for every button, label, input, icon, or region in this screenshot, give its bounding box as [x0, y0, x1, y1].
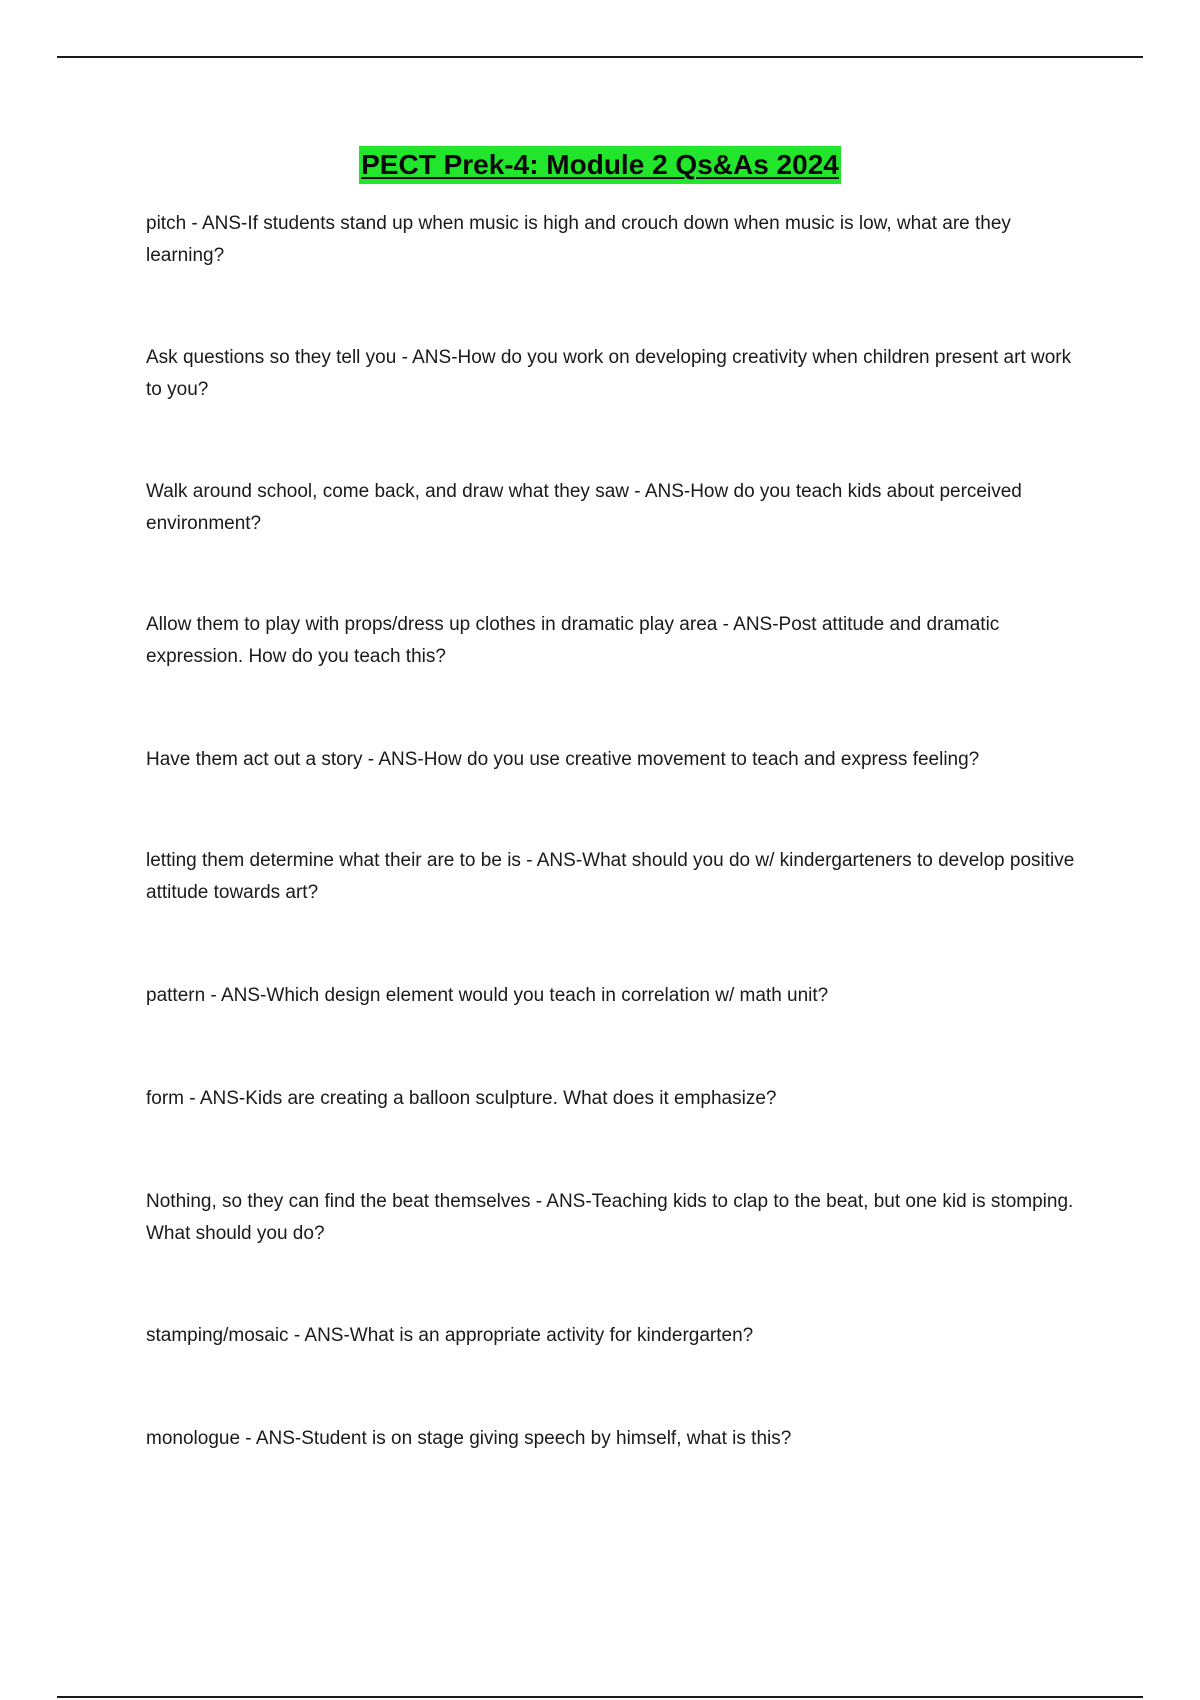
qa-entry-5: Have them act out a story - ANS-How do you use creative movement to teach and express feeling?: [146, 749, 980, 770]
document-title: PECT Prek-4: Module 2 Qs&As 2024: [359, 146, 841, 184]
footer-rule: [57, 1696, 1143, 1698]
qa-entry-3: Walk around school, come back, and draw what they saw - ANS-How do you teach kids about perceived environment?: [146, 481, 1022, 534]
qa-entry-7: pattern - ANS-Which design element would you teach in correlation w/ math unit?: [146, 985, 829, 1006]
qa-entry-6: letting them determine what their are to be is - ANS-What should you do w/ kindergarteners to develop positive attitude towards art?: [146, 850, 1075, 903]
title-container: [0, 146, 1200, 184]
qa-entry-8: form - ANS-Kids are creating a balloon sculpture. What does it emphasize?: [146, 1088, 777, 1109]
qa-entry-4: Allow them to play with props/dress up clothes in dramatic play area - ANS-Post attitude and dramatic expression. How do you teach this?: [146, 614, 1000, 667]
qa-entry-2: Ask questions so they tell you - ANS-How do you work on developing creativity when children present art work to you?: [146, 347, 1072, 400]
qa-entry-10: stamping/mosaic - ANS-What is an appropriate activity for kindergarten?: [146, 1325, 754, 1346]
qa-entry-1: pitch - ANS-If students stand up when music is high and crouch down when music is low, what are they learning?: [146, 213, 1011, 266]
header-rule: [57, 56, 1143, 58]
qa-entry-9: Nothing, so they can find the beat themselves - ANS-Teaching kids to clap to the beat, but one kid is stomping. What should you do?: [146, 1191, 1074, 1244]
qa-entry-11: monologue - ANS-Student is on stage giving speech by himself, what is this?: [146, 1428, 792, 1449]
